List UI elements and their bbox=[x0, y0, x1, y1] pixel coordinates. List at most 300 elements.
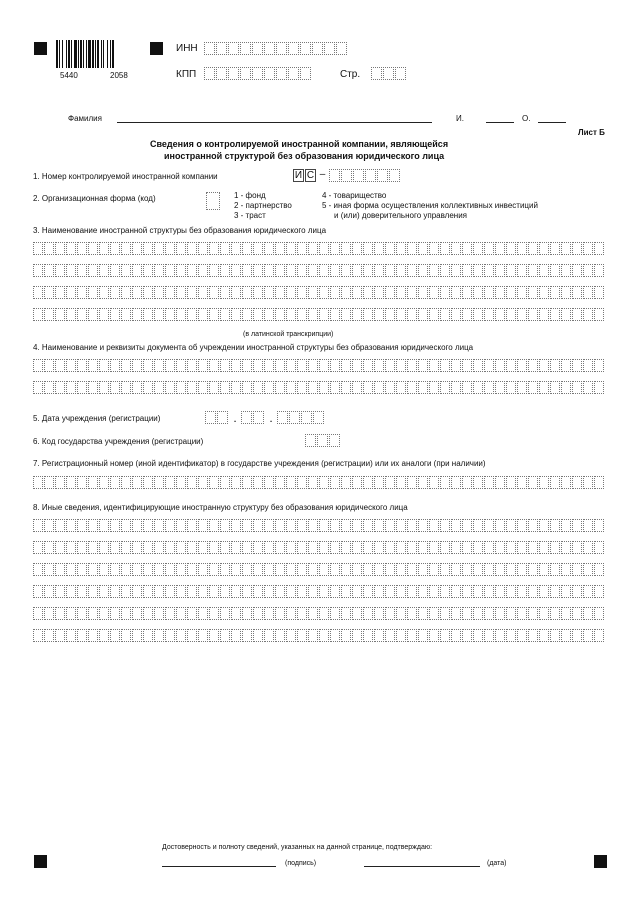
grid-cell[interactable] bbox=[352, 585, 362, 598]
grid-cell[interactable] bbox=[528, 286, 538, 299]
grid-cell[interactable] bbox=[110, 629, 120, 642]
grid-cell[interactable] bbox=[121, 585, 131, 598]
grid-cell[interactable] bbox=[132, 585, 142, 598]
grid-cell[interactable] bbox=[451, 563, 461, 576]
grid-cell[interactable] bbox=[363, 359, 373, 372]
grid-cell[interactable] bbox=[517, 264, 527, 277]
grid-cell[interactable] bbox=[275, 286, 285, 299]
grid-cell[interactable] bbox=[363, 286, 373, 299]
grid-cell[interactable] bbox=[132, 476, 142, 489]
grid-cell[interactable] bbox=[462, 585, 472, 598]
input-cell[interactable] bbox=[252, 42, 263, 55]
grid-cell[interactable] bbox=[110, 264, 120, 277]
input-cell[interactable] bbox=[288, 67, 299, 80]
grid-cell[interactable] bbox=[231, 381, 241, 394]
grid-cell[interactable] bbox=[165, 308, 175, 321]
grid-cell[interactable] bbox=[55, 286, 65, 299]
grid-cell[interactable] bbox=[319, 308, 329, 321]
grid-cell[interactable] bbox=[264, 607, 274, 620]
grid-cell[interactable] bbox=[330, 629, 340, 642]
input-cell[interactable] bbox=[336, 42, 347, 55]
grid-cell[interactable] bbox=[473, 242, 483, 255]
grid-cell[interactable] bbox=[264, 264, 274, 277]
grid-cell[interactable] bbox=[506, 264, 516, 277]
grid-cell[interactable] bbox=[99, 381, 109, 394]
input-cell[interactable] bbox=[204, 67, 215, 80]
grid-cell[interactable] bbox=[297, 607, 307, 620]
grid-cell[interactable] bbox=[99, 563, 109, 576]
grid-cell[interactable] bbox=[319, 541, 329, 554]
grid-cell[interactable] bbox=[154, 381, 164, 394]
grid-cell[interactable] bbox=[385, 242, 395, 255]
grid-cell[interactable] bbox=[132, 264, 142, 277]
grid-cell[interactable] bbox=[407, 607, 417, 620]
grid-cell[interactable] bbox=[242, 563, 252, 576]
grid-cell[interactable] bbox=[121, 519, 131, 532]
grid-cell[interactable] bbox=[583, 541, 593, 554]
grid-cell[interactable] bbox=[374, 381, 384, 394]
grid-cell[interactable] bbox=[550, 264, 560, 277]
grid-cell[interactable] bbox=[462, 476, 472, 489]
grid-cell[interactable] bbox=[451, 286, 461, 299]
grid-cell[interactable] bbox=[484, 541, 494, 554]
input-cell[interactable] bbox=[240, 67, 251, 80]
grid-cell[interactable] bbox=[473, 286, 483, 299]
grid-cell[interactable] bbox=[319, 607, 329, 620]
grid-cell[interactable] bbox=[33, 381, 43, 394]
grid-cell[interactable] bbox=[154, 308, 164, 321]
grid-cell[interactable] bbox=[385, 629, 395, 642]
grid-cell[interactable] bbox=[330, 308, 340, 321]
grid-cell[interactable] bbox=[374, 563, 384, 576]
grid-cell[interactable] bbox=[418, 381, 428, 394]
grid-cell[interactable] bbox=[506, 476, 516, 489]
grid-cell[interactable] bbox=[330, 585, 340, 598]
grid-cell[interactable] bbox=[187, 308, 197, 321]
grid-cell[interactable] bbox=[242, 519, 252, 532]
grid-cell[interactable] bbox=[176, 242, 186, 255]
grid-cell[interactable] bbox=[506, 563, 516, 576]
grid-row[interactable] bbox=[33, 381, 605, 394]
grid-cell[interactable] bbox=[583, 629, 593, 642]
grid-cell[interactable] bbox=[539, 381, 549, 394]
grid-cell[interactable] bbox=[429, 519, 439, 532]
grid-cell[interactable] bbox=[418, 585, 428, 598]
grid-cell[interactable] bbox=[330, 242, 340, 255]
grid-cell[interactable] bbox=[154, 607, 164, 620]
grid-cell[interactable] bbox=[99, 607, 109, 620]
grid-cell[interactable] bbox=[561, 541, 571, 554]
grid-cell[interactable] bbox=[550, 541, 560, 554]
grid-cell[interactable] bbox=[99, 242, 109, 255]
grid-cell[interactable] bbox=[132, 607, 142, 620]
country-code-cell[interactable] bbox=[317, 434, 328, 447]
number-cell[interactable] bbox=[365, 169, 376, 182]
inn-field[interactable] bbox=[204, 42, 348, 55]
grid-cell[interactable] bbox=[594, 381, 604, 394]
grid-cell[interactable] bbox=[187, 585, 197, 598]
grid-cell[interactable] bbox=[154, 563, 164, 576]
grid-cell[interactable] bbox=[308, 585, 318, 598]
grid-cell[interactable] bbox=[495, 519, 505, 532]
input-cell[interactable] bbox=[216, 67, 227, 80]
grid-cell[interactable] bbox=[495, 264, 505, 277]
grid-cell[interactable] bbox=[407, 242, 417, 255]
grid-cell[interactable] bbox=[55, 629, 65, 642]
grid-cell[interactable] bbox=[528, 308, 538, 321]
grid-cell[interactable] bbox=[396, 519, 406, 532]
grid-cell[interactable] bbox=[132, 242, 142, 255]
grid-cell[interactable] bbox=[99, 541, 109, 554]
grid-cell[interactable] bbox=[363, 541, 373, 554]
grid-cell[interactable] bbox=[572, 242, 582, 255]
grid-cell[interactable] bbox=[528, 585, 538, 598]
grid-cell[interactable] bbox=[198, 308, 208, 321]
grid-cell[interactable] bbox=[451, 476, 461, 489]
grid-cell[interactable] bbox=[198, 359, 208, 372]
grid-cell[interactable] bbox=[374, 629, 384, 642]
grid-cell[interactable] bbox=[121, 563, 131, 576]
org-form-cell[interactable] bbox=[206, 192, 220, 210]
grid-cell[interactable] bbox=[462, 264, 472, 277]
grid-cell[interactable] bbox=[506, 629, 516, 642]
grid-cell[interactable] bbox=[264, 476, 274, 489]
company-number-field[interactable] bbox=[293, 169, 401, 182]
grid-cell[interactable] bbox=[319, 359, 329, 372]
grid-cell[interactable] bbox=[220, 381, 230, 394]
grid-cell[interactable] bbox=[440, 585, 450, 598]
grid-cell[interactable] bbox=[561, 563, 571, 576]
grid-cell[interactable] bbox=[429, 585, 439, 598]
grid-cell[interactable] bbox=[264, 585, 274, 598]
input-cell[interactable] bbox=[276, 42, 287, 55]
grid-cell[interactable] bbox=[297, 242, 307, 255]
grid-cell[interactable] bbox=[484, 308, 494, 321]
grid-cell[interactable] bbox=[352, 476, 362, 489]
grid-cell[interactable] bbox=[517, 585, 527, 598]
grid-cell[interactable] bbox=[220, 519, 230, 532]
grid-cell[interactable] bbox=[297, 264, 307, 277]
grid-cell[interactable] bbox=[77, 242, 87, 255]
grid-cell[interactable] bbox=[198, 563, 208, 576]
grid-cell[interactable] bbox=[264, 629, 274, 642]
grid-cell[interactable] bbox=[55, 563, 65, 576]
grid-cell[interactable] bbox=[121, 359, 131, 372]
grid-cell[interactable] bbox=[264, 308, 274, 321]
grid-cell[interactable] bbox=[187, 563, 197, 576]
grid-cell[interactable] bbox=[451, 308, 461, 321]
grid-cell[interactable] bbox=[176, 476, 186, 489]
grid-cell[interactable] bbox=[55, 585, 65, 598]
grid-cell[interactable] bbox=[231, 585, 241, 598]
grid-cell[interactable] bbox=[352, 359, 362, 372]
grid-cell[interactable] bbox=[495, 541, 505, 554]
grid-cell[interactable] bbox=[517, 359, 527, 372]
grid-cell[interactable] bbox=[429, 242, 439, 255]
grid-cell[interactable] bbox=[99, 585, 109, 598]
grid-cell[interactable] bbox=[517, 286, 527, 299]
grid-cell[interactable] bbox=[110, 359, 120, 372]
grid-cell[interactable] bbox=[44, 308, 54, 321]
grid-cell[interactable] bbox=[429, 476, 439, 489]
grid-cell[interactable] bbox=[473, 629, 483, 642]
grid-cell[interactable] bbox=[462, 541, 472, 554]
grid-cell[interactable] bbox=[165, 359, 175, 372]
grid-cell[interactable] bbox=[33, 242, 43, 255]
signature-field[interactable] bbox=[162, 866, 276, 867]
grid-cell[interactable] bbox=[220, 541, 230, 554]
grid-cell[interactable] bbox=[308, 541, 318, 554]
grid-cell[interactable] bbox=[473, 519, 483, 532]
page-number-field[interactable] bbox=[371, 67, 407, 80]
grid-cell[interactable] bbox=[99, 264, 109, 277]
grid-cell[interactable] bbox=[220, 264, 230, 277]
grid-cell[interactable] bbox=[528, 242, 538, 255]
grid-cell[interactable] bbox=[407, 563, 417, 576]
grid-cell[interactable] bbox=[220, 563, 230, 576]
grid-cell[interactable] bbox=[440, 286, 450, 299]
grid-cell[interactable] bbox=[275, 585, 285, 598]
grid-cell[interactable] bbox=[330, 381, 340, 394]
grid-cell[interactable] bbox=[44, 264, 54, 277]
grid-cell[interactable] bbox=[66, 286, 76, 299]
kpp-field[interactable] bbox=[204, 67, 312, 80]
grid-cell[interactable] bbox=[308, 381, 318, 394]
grid-cell[interactable] bbox=[286, 585, 296, 598]
grid-row[interactable] bbox=[33, 629, 605, 642]
grid-cell[interactable] bbox=[550, 629, 560, 642]
grid-cell[interactable] bbox=[165, 242, 175, 255]
grid-cell[interactable] bbox=[506, 381, 516, 394]
grid-cell[interactable] bbox=[528, 519, 538, 532]
grid-cell[interactable] bbox=[242, 541, 252, 554]
grid-cell[interactable] bbox=[264, 541, 274, 554]
grid-cell[interactable] bbox=[594, 264, 604, 277]
grid-cell[interactable] bbox=[99, 519, 109, 532]
grid-cell[interactable] bbox=[330, 264, 340, 277]
grid-cell[interactable] bbox=[143, 242, 153, 255]
grid-cell[interactable] bbox=[418, 607, 428, 620]
grid-cell[interactable] bbox=[330, 476, 340, 489]
grid-cell[interactable] bbox=[231, 519, 241, 532]
grid-cell[interactable] bbox=[176, 541, 186, 554]
grid-cell[interactable] bbox=[330, 519, 340, 532]
grid-cell[interactable] bbox=[264, 242, 274, 255]
grid-cell[interactable] bbox=[88, 264, 98, 277]
grid-cell[interactable] bbox=[176, 264, 186, 277]
grid-cell[interactable] bbox=[286, 264, 296, 277]
grid-cell[interactable] bbox=[165, 585, 175, 598]
grid-cell[interactable] bbox=[550, 585, 560, 598]
grid-cell[interactable] bbox=[132, 519, 142, 532]
grid-cell[interactable] bbox=[506, 242, 516, 255]
grid-cell[interactable] bbox=[66, 563, 76, 576]
grid-cell[interactable] bbox=[396, 541, 406, 554]
grid-cell[interactable] bbox=[528, 476, 538, 489]
grid-cell[interactable] bbox=[539, 607, 549, 620]
grid-cell[interactable] bbox=[594, 563, 604, 576]
grid-cell[interactable] bbox=[495, 242, 505, 255]
grid-cell[interactable] bbox=[363, 629, 373, 642]
grid-cell[interactable] bbox=[462, 563, 472, 576]
grid-cell[interactable] bbox=[176, 629, 186, 642]
grid-cell[interactable] bbox=[231, 308, 241, 321]
grid-cell[interactable] bbox=[363, 308, 373, 321]
grid-cell[interactable] bbox=[143, 629, 153, 642]
grid-cell[interactable] bbox=[286, 381, 296, 394]
grid-cell[interactable] bbox=[187, 519, 197, 532]
grid-cell[interactable] bbox=[33, 359, 43, 372]
grid-cell[interactable] bbox=[187, 264, 197, 277]
grid-cell[interactable] bbox=[495, 476, 505, 489]
grid-cell[interactable] bbox=[341, 308, 351, 321]
grid-cell[interactable] bbox=[583, 563, 593, 576]
grid-cell[interactable] bbox=[286, 563, 296, 576]
grid-cell[interactable] bbox=[561, 242, 571, 255]
grid-cell[interactable] bbox=[231, 359, 241, 372]
grid-cell[interactable] bbox=[99, 286, 109, 299]
input-cell[interactable] bbox=[216, 42, 227, 55]
grid-cell[interactable] bbox=[286, 476, 296, 489]
grid-cell[interactable] bbox=[429, 541, 439, 554]
grid-cell[interactable] bbox=[33, 563, 43, 576]
grid-cell[interactable] bbox=[451, 585, 461, 598]
grid-cell[interactable] bbox=[429, 264, 439, 277]
input-cell[interactable] bbox=[300, 67, 311, 80]
grid-cell[interactable] bbox=[517, 519, 527, 532]
grid-cell[interactable] bbox=[528, 563, 538, 576]
grid-cell[interactable] bbox=[374, 308, 384, 321]
grid-cell[interactable] bbox=[594, 541, 604, 554]
grid-cell[interactable] bbox=[308, 476, 318, 489]
grid-cell[interactable] bbox=[451, 519, 461, 532]
grid-cell[interactable] bbox=[286, 607, 296, 620]
grid-cell[interactable] bbox=[132, 308, 142, 321]
grid-cell[interactable] bbox=[121, 264, 131, 277]
grid-cell[interactable] bbox=[451, 629, 461, 642]
grid-cell[interactable] bbox=[517, 541, 527, 554]
grid-cell[interactable] bbox=[44, 381, 54, 394]
grid-row[interactable] bbox=[33, 563, 605, 576]
grid-cell[interactable] bbox=[330, 607, 340, 620]
grid-cell[interactable] bbox=[275, 381, 285, 394]
grid-cell[interactable] bbox=[143, 264, 153, 277]
grid-cell[interactable] bbox=[154, 541, 164, 554]
grid-cell[interactable] bbox=[132, 563, 142, 576]
grid-cell[interactable] bbox=[198, 541, 208, 554]
grid-cell[interactable] bbox=[308, 264, 318, 277]
grid-cell[interactable] bbox=[77, 308, 87, 321]
grid-cell[interactable] bbox=[209, 476, 219, 489]
grid-cell[interactable] bbox=[407, 359, 417, 372]
grid-cell[interactable] bbox=[462, 359, 472, 372]
grid-cell[interactable] bbox=[220, 286, 230, 299]
grid-row[interactable] bbox=[33, 585, 605, 598]
grid-cell[interactable] bbox=[242, 286, 252, 299]
grid-cell[interactable] bbox=[418, 264, 428, 277]
grid-cell[interactable] bbox=[352, 519, 362, 532]
grid-cell[interactable] bbox=[528, 607, 538, 620]
grid-cell[interactable] bbox=[198, 585, 208, 598]
grid-cell[interactable] bbox=[242, 308, 252, 321]
grid-cell[interactable] bbox=[561, 629, 571, 642]
grid-cell[interactable] bbox=[242, 629, 252, 642]
grid-cell[interactable] bbox=[209, 359, 219, 372]
grid-cell[interactable] bbox=[275, 541, 285, 554]
grid-cell[interactable] bbox=[308, 286, 318, 299]
grid-cell[interactable] bbox=[583, 607, 593, 620]
grid-cell[interactable] bbox=[55, 476, 65, 489]
grid-cell[interactable] bbox=[165, 563, 175, 576]
grid-cell[interactable] bbox=[352, 629, 362, 642]
grid-cell[interactable] bbox=[440, 359, 450, 372]
grid-cell[interactable] bbox=[363, 242, 373, 255]
grid-cell[interactable] bbox=[209, 286, 219, 299]
grid-cell[interactable] bbox=[341, 519, 351, 532]
grid-cell[interactable] bbox=[517, 381, 527, 394]
grid-cell[interactable] bbox=[77, 519, 87, 532]
grid-cell[interactable] bbox=[242, 264, 252, 277]
grid-cell[interactable] bbox=[462, 286, 472, 299]
grid-cell[interactable] bbox=[451, 359, 461, 372]
grid-cell[interactable] bbox=[77, 585, 87, 598]
date-field[interactable] bbox=[364, 866, 480, 867]
grid-cell[interactable] bbox=[88, 308, 98, 321]
grid-cell[interactable] bbox=[176, 607, 186, 620]
grid-cell[interactable] bbox=[484, 519, 494, 532]
grid-cell[interactable] bbox=[484, 585, 494, 598]
grid-cell[interactable] bbox=[583, 264, 593, 277]
grid-cell[interactable] bbox=[539, 563, 549, 576]
grid-cell[interactable] bbox=[319, 563, 329, 576]
grid-cell[interactable] bbox=[55, 607, 65, 620]
input-cell[interactable] bbox=[228, 67, 239, 80]
grid-cell[interactable] bbox=[319, 242, 329, 255]
input-cell[interactable] bbox=[228, 42, 239, 55]
grid-cell[interactable] bbox=[352, 381, 362, 394]
grid-cell[interactable] bbox=[495, 359, 505, 372]
grid-cell[interactable] bbox=[66, 381, 76, 394]
grid-cell[interactable] bbox=[154, 629, 164, 642]
grid-cell[interactable] bbox=[231, 286, 241, 299]
grid-cell[interactable] bbox=[561, 607, 571, 620]
grid-cell[interactable] bbox=[506, 308, 516, 321]
grid-cell[interactable] bbox=[374, 519, 384, 532]
grid-cell[interactable] bbox=[352, 242, 362, 255]
grid-cell[interactable] bbox=[209, 607, 219, 620]
grid-cell[interactable] bbox=[484, 359, 494, 372]
grid-cell[interactable] bbox=[451, 607, 461, 620]
grid-cell[interactable] bbox=[154, 359, 164, 372]
grid-cell[interactable] bbox=[209, 519, 219, 532]
grid-cell[interactable] bbox=[572, 264, 582, 277]
grid-cell[interactable] bbox=[187, 541, 197, 554]
grid-cell[interactable] bbox=[154, 286, 164, 299]
grid-cell[interactable] bbox=[330, 286, 340, 299]
grid-cell[interactable] bbox=[374, 264, 384, 277]
grid-cell[interactable] bbox=[88, 286, 98, 299]
grid-cell[interactable] bbox=[517, 476, 527, 489]
input-cell[interactable] bbox=[324, 42, 335, 55]
grid-cell[interactable] bbox=[297, 381, 307, 394]
grid-cell[interactable] bbox=[572, 607, 582, 620]
grid-cell[interactable] bbox=[308, 563, 318, 576]
grid-cell[interactable] bbox=[572, 629, 582, 642]
grid-cell[interactable] bbox=[187, 381, 197, 394]
grid-cell[interactable] bbox=[55, 381, 65, 394]
grid-cell[interactable] bbox=[66, 476, 76, 489]
grid-cell[interactable] bbox=[121, 629, 131, 642]
